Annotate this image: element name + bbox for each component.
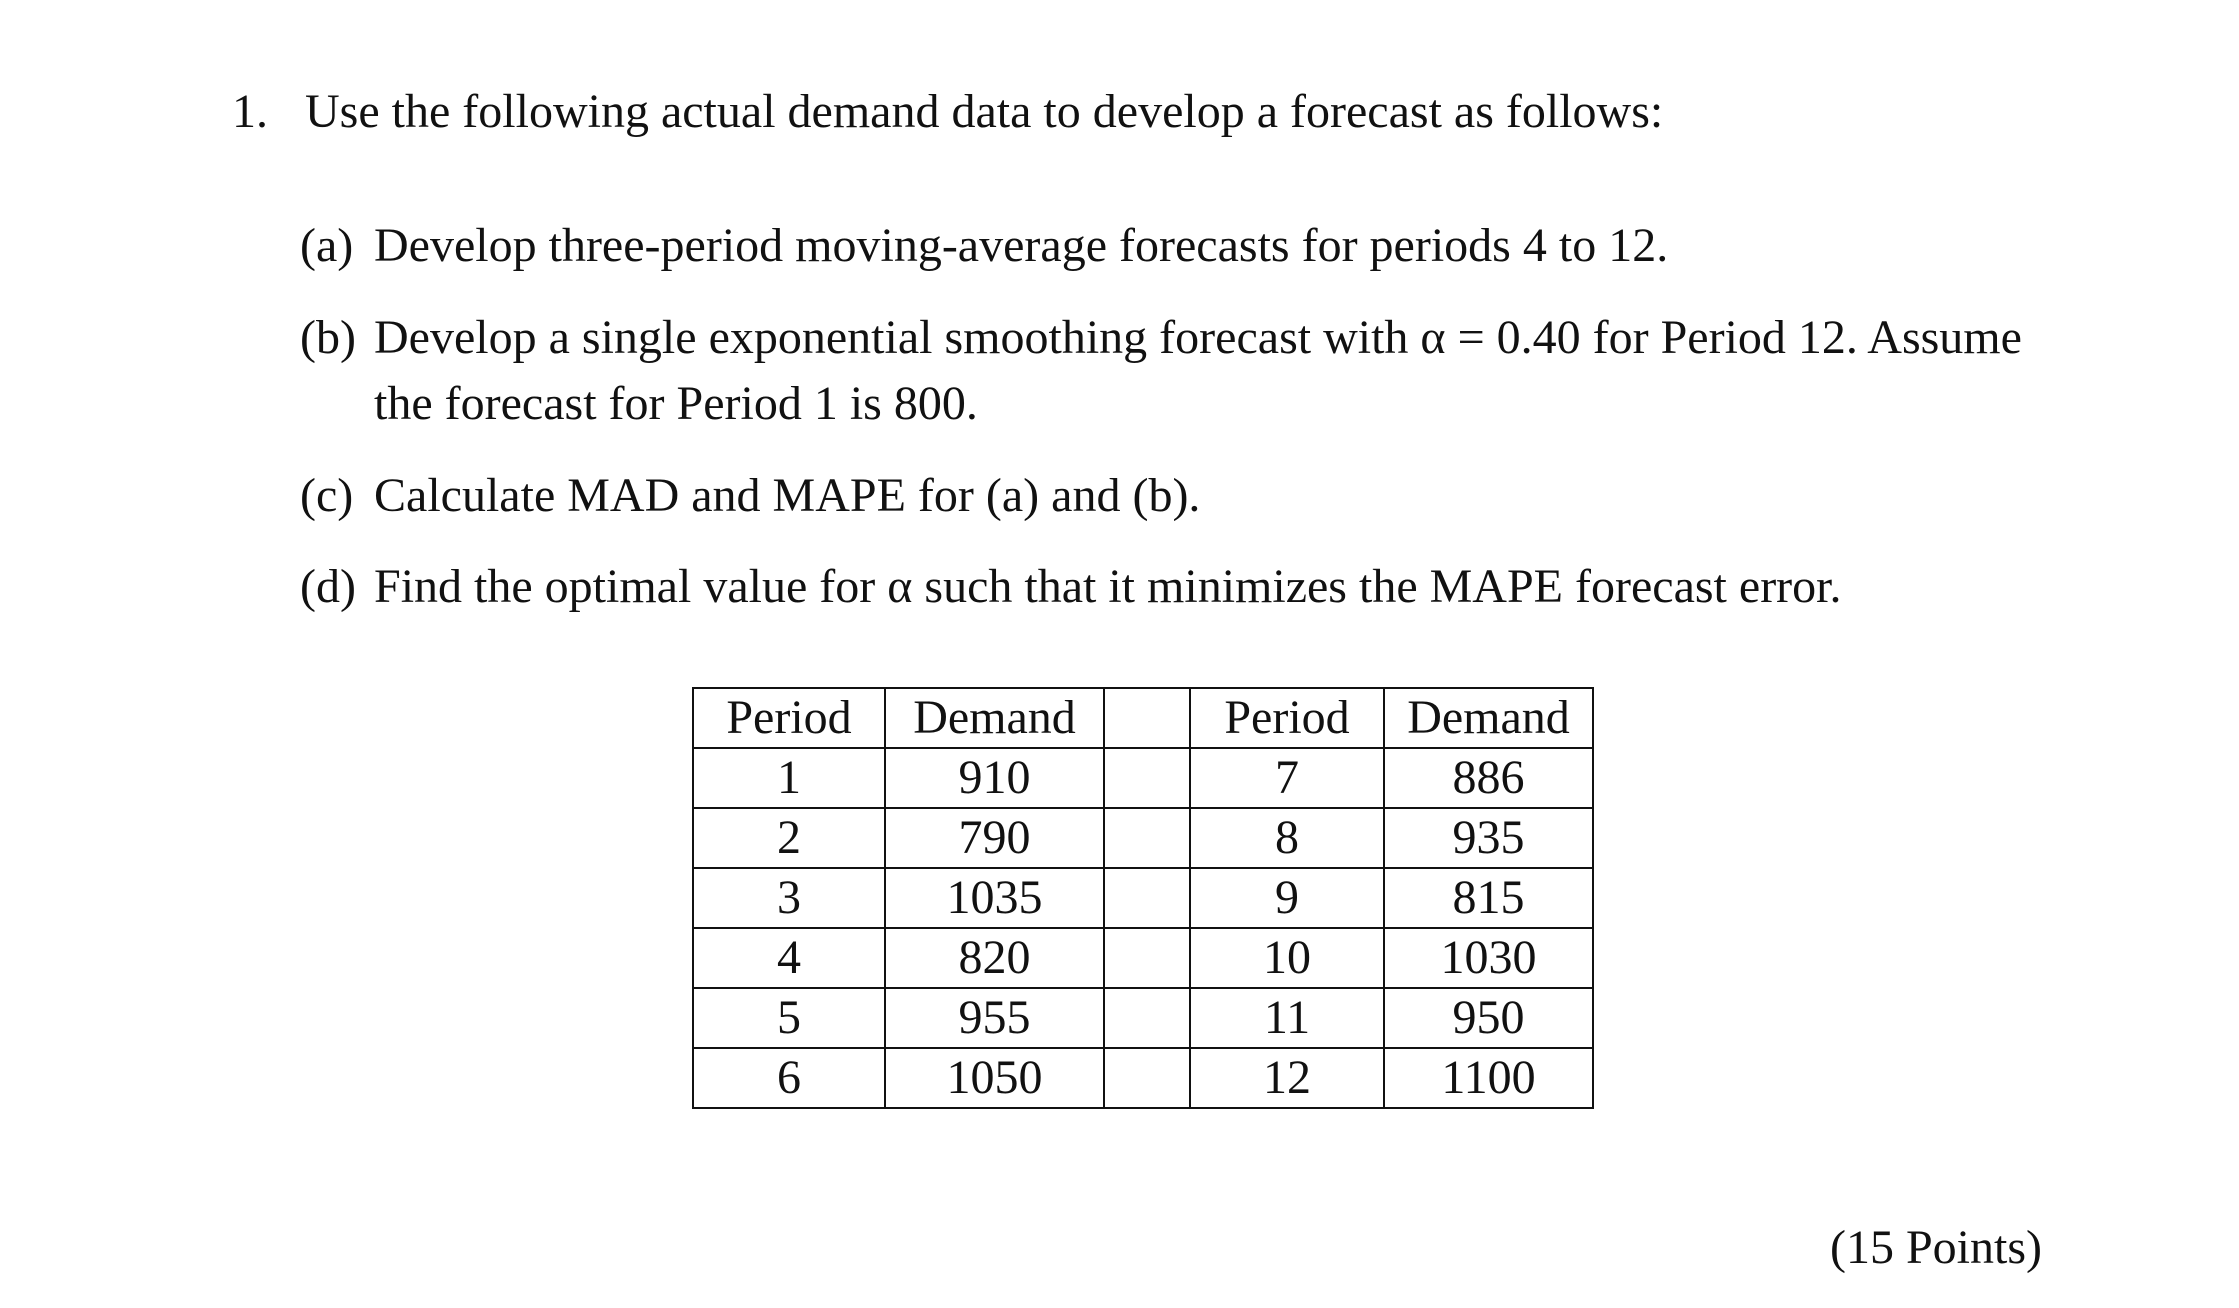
cell-spacer <box>1104 748 1190 808</box>
table-row <box>693 868 1593 928</box>
part-d <box>300 560 1842 613</box>
table-row <box>693 748 1593 808</box>
question-text: Use the following actual demand data to develop a forecast as follows: <box>305 85 1664 138</box>
part-a-text: Develop three-period moving-average forecasts for periods 4 to 12. <box>374 219 1669 272</box>
cell-period: 6 <box>693 1048 885 1108</box>
part-a-label: (a) <box>300 219 354 272</box>
table-header-row <box>693 688 1593 748</box>
cell-spacer <box>1104 868 1190 928</box>
table-row <box>693 988 1593 1048</box>
table-row <box>693 928 1593 988</box>
part-a <box>300 219 1669 272</box>
cell-period: 1 <box>693 748 885 808</box>
cell-demand: 886 <box>1384 748 1593 808</box>
cell-demand: 1050 <box>885 1048 1104 1108</box>
cell-period: 4 <box>693 928 885 988</box>
part-b-label: (b) <box>300 311 356 364</box>
cell-period: 12 <box>1190 1048 1384 1108</box>
header-period-1: Period <box>693 688 885 748</box>
cell-period: 8 <box>1190 808 1384 868</box>
demand-table <box>692 687 1594 1109</box>
part-c-text: Calculate MAD and MAPE for (a) and (b). <box>374 469 1201 522</box>
cell-period: 2 <box>693 808 885 868</box>
part-b-continuation: the forecast for Period 1 is 800. <box>374 377 978 430</box>
cell-period: 7 <box>1190 748 1384 808</box>
cell-demand: 790 <box>885 808 1104 868</box>
header-spacer <box>1104 688 1190 748</box>
cell-spacer <box>1104 928 1190 988</box>
cell-period: 5 <box>693 988 885 1048</box>
cell-demand: 955 <box>885 988 1104 1048</box>
cell-period: 10 <box>1190 928 1384 988</box>
part-b-text: Develop a single exponential smoothing forecast with α = 0.40 for Period 12. Assume <box>374 311 2022 364</box>
header-demand-2: Demand <box>1384 688 1593 748</box>
cell-demand: 815 <box>1384 868 1593 928</box>
part-d-label: (d) <box>300 560 356 613</box>
header-demand-1: Demand <box>885 688 1104 748</box>
cell-spacer <box>1104 988 1190 1048</box>
question-number: 1. <box>232 85 268 138</box>
cell-demand: 1035 <box>885 868 1104 928</box>
cell-demand: 935 <box>1384 808 1593 868</box>
part-b <box>300 311 2022 364</box>
cell-spacer <box>1104 808 1190 868</box>
cell-demand: 910 <box>885 748 1104 808</box>
cell-period: 9 <box>1190 868 1384 928</box>
cell-demand: 820 <box>885 928 1104 988</box>
cell-demand: 1100 <box>1384 1048 1593 1108</box>
part-c <box>300 469 1201 522</box>
part-d-text: Find the optimal value for α such that it minimizes the MAPE forecast error. <box>374 560 1842 613</box>
table-row <box>693 1048 1593 1108</box>
cell-demand: 950 <box>1384 988 1593 1048</box>
cell-demand: 1030 <box>1384 928 1593 988</box>
table-row <box>693 808 1593 868</box>
cell-period: 3 <box>693 868 885 928</box>
cell-spacer <box>1104 1048 1190 1108</box>
header-period-2: Period <box>1190 688 1384 748</box>
cell-period: 11 <box>1190 988 1384 1048</box>
part-c-label: (c) <box>300 469 354 522</box>
points-label: (15 Points) <box>1830 1221 2043 1274</box>
